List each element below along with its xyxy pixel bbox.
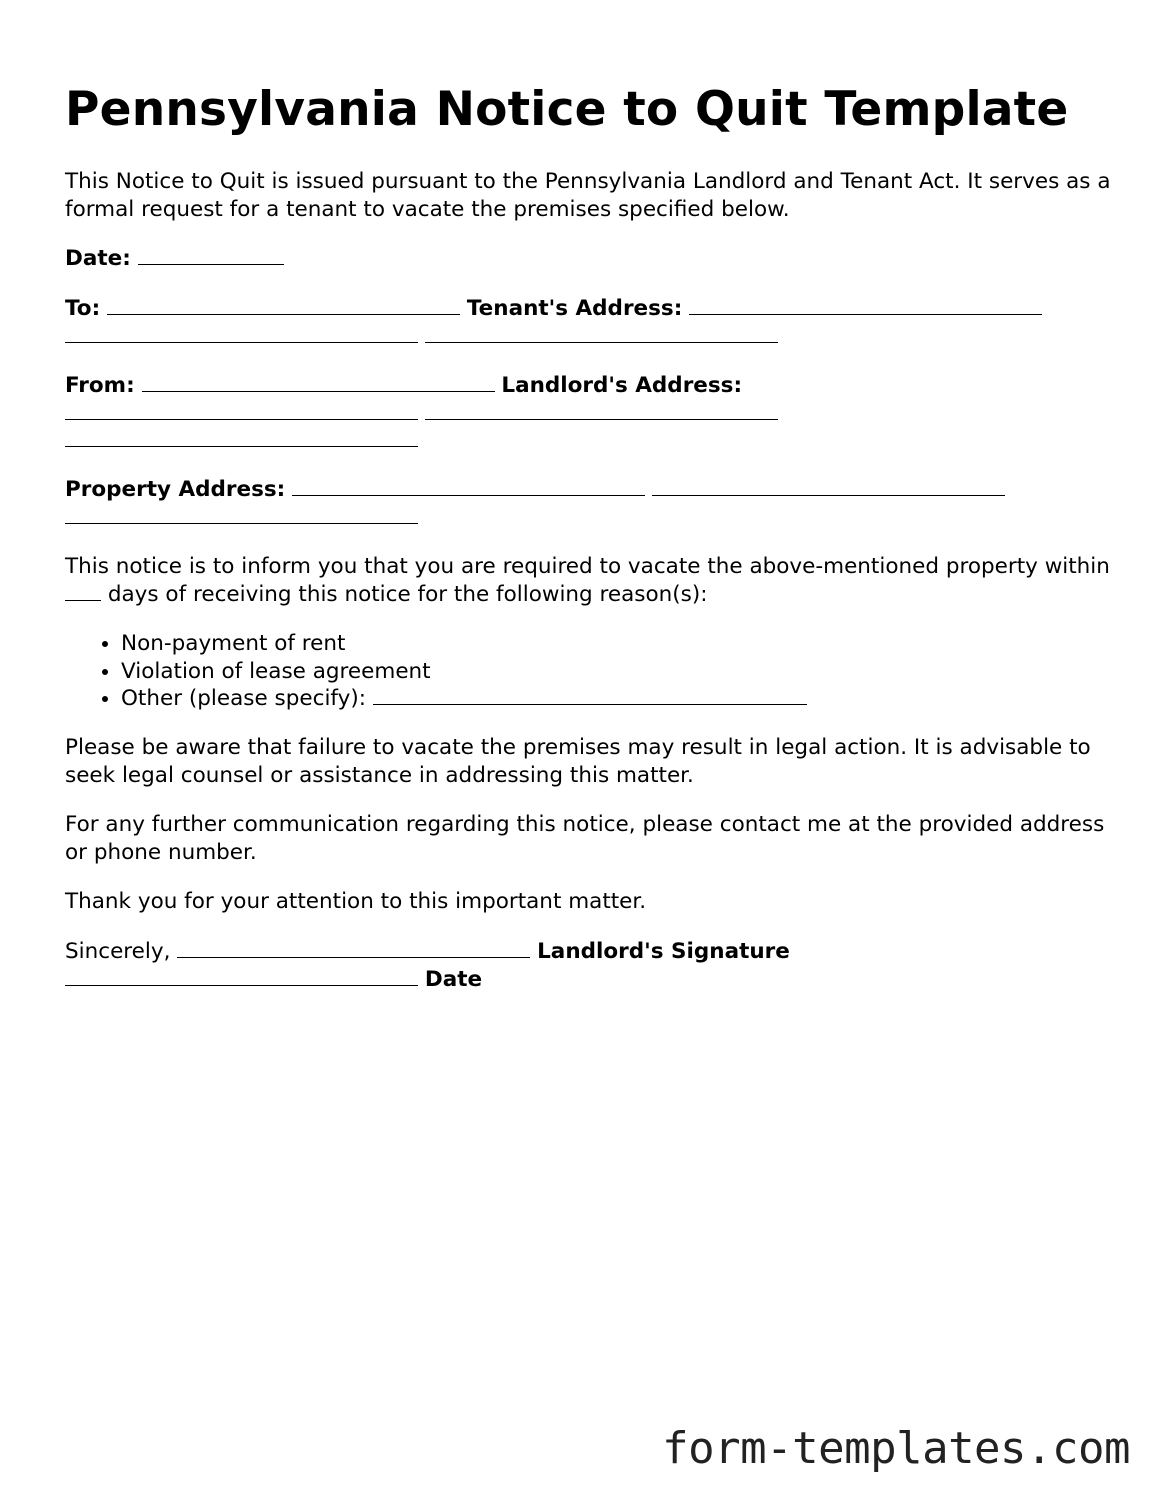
notice-text-after: days of receiving this notice for the following reason(s):	[107, 581, 708, 607]
tenant-address-label: Tenant's Address:	[466, 296, 683, 321]
tenant-address-field-2[interactable]	[65, 324, 418, 343]
intro-text: This Notice to Quit is issued pursuant to the Pennsylvania Landlord and Tenant Act. It serves as a formal request for a tenant to vacate the premises specified below.	[65, 169, 1111, 222]
property-address-field-3[interactable]	[65, 505, 418, 524]
list-item: • Other (please specify):	[121, 685, 1115, 713]
signature-field[interactable]	[177, 939, 530, 958]
thanks-text: Thank you for your attention to this important matter.	[65, 889, 647, 914]
tenant-address-field-1[interactable]	[689, 296, 1042, 315]
sincerely-text: Sincerely,	[65, 939, 171, 964]
property-address-field-2[interactable]	[652, 477, 1005, 496]
date-line	[65, 245, 1115, 273]
landlord-address-field-2[interactable]	[425, 401, 778, 420]
watermark-brand: form-templates.com	[662, 1423, 1130, 1474]
signature-section	[65, 938, 1115, 993]
to-name-field[interactable]	[107, 296, 460, 315]
tenant-address-field-3[interactable]	[425, 324, 778, 343]
sign-date-field[interactable]	[65, 967, 418, 986]
property-address-label: Property Address:	[65, 477, 286, 502]
thanks-paragraph	[65, 888, 1115, 916]
property-address-field-1[interactable]	[292, 477, 645, 496]
days-field[interactable]	[65, 582, 101, 601]
warning-paragraph	[65, 734, 1115, 789]
date-label: Date:	[65, 246, 131, 271]
property-section	[65, 476, 1115, 531]
page-title: Pennsylvania Notice to Quit Template	[65, 82, 1069, 137]
from-label: From:	[65, 373, 135, 398]
to-section	[65, 295, 1115, 350]
landlord-signature-label: Landlord's Signature	[537, 939, 790, 964]
landlord-address-field-3[interactable]	[65, 428, 418, 447]
notice-text-before: This notice is to inform you that you are required to vacate the above-mentioned property within	[65, 554, 1110, 579]
reasons-list	[65, 630, 1115, 713]
warning-text: Please be aware that failure to vacate the premises may result in legal action. It is advisable to seek legal counsel or assistance in addressing this matter.	[65, 735, 1091, 788]
date-field[interactable]	[138, 246, 284, 265]
contact-paragraph	[65, 811, 1115, 866]
landlord-address-label: Landlord's Address:	[501, 373, 743, 398]
sign-date-label: Date	[424, 966, 483, 992]
notice-paragraph	[65, 553, 1115, 608]
list-item: • Violation of lease agreement	[121, 658, 1115, 686]
landlord-address-field-1[interactable]	[65, 401, 418, 420]
to-label: To:	[65, 296, 101, 321]
other-reason-field[interactable]	[373, 686, 807, 705]
list-item: • Non-payment of rent	[121, 630, 1115, 658]
from-section	[65, 372, 1115, 455]
intro-paragraph	[65, 168, 1115, 223]
from-name-field[interactable]	[142, 373, 495, 392]
contact-text: For any further communication regarding this notice, please contact me at the provided address or phone number.	[65, 812, 1105, 865]
